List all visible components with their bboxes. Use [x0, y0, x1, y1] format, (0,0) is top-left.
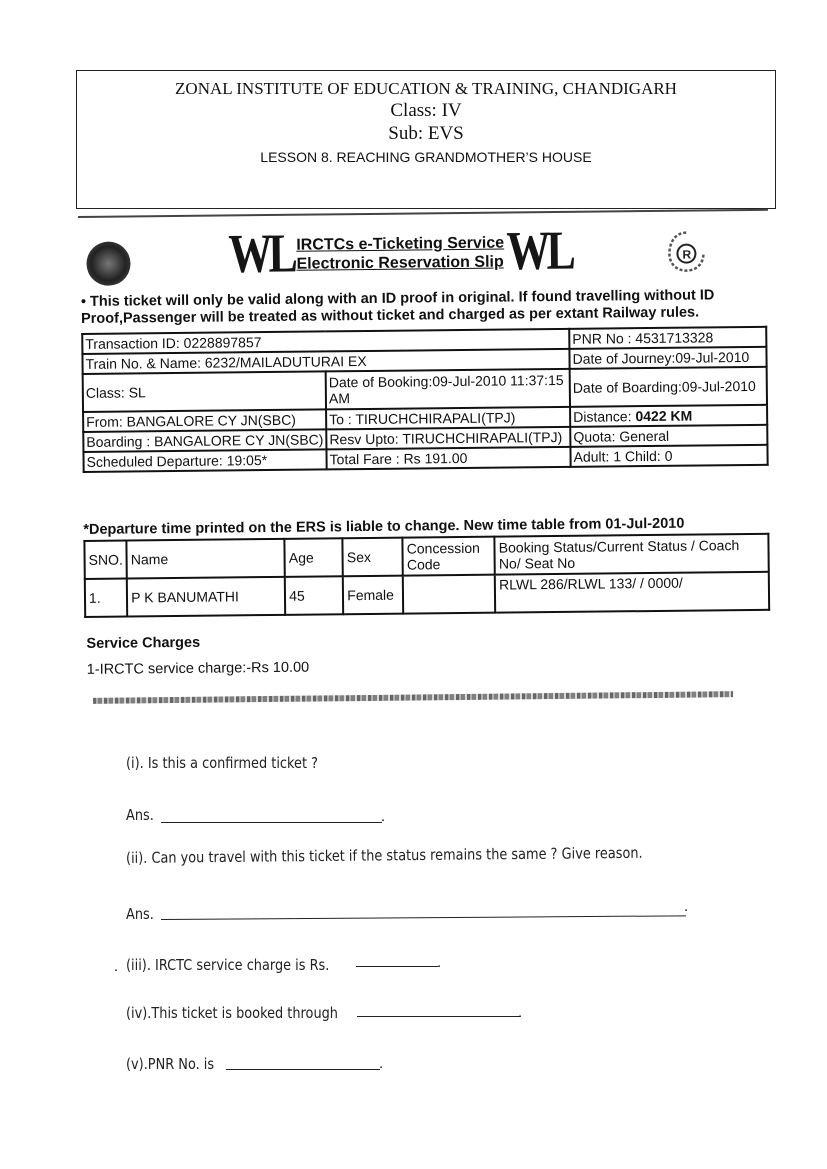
table-cell: P K BANUMATHI — [127, 577, 285, 617]
table-header-cell: Age — [285, 538, 343, 577]
departure-note: *Departure time printed on the ERS is liable to change. New time table from 01-Jul-2010 — [83, 515, 685, 538]
transaction-id: Transaction ID: 0228897857 — [82, 329, 569, 354]
question-bullet: . — [114, 958, 119, 975]
question-3: (iii). IRCTC service charge is Rs. — [126, 956, 330, 974]
table-header-cell: Concession Code — [403, 537, 495, 576]
slip-title: Electronic Reservation Slip — [296, 253, 504, 273]
table-cell — [403, 575, 495, 614]
header-box — [76, 70, 776, 209]
id-proof-notice: • This ticket will only be valid along with an ID proof in original. If found travelling without ID Proof,Passenger will be treated as without ticket and charged as per extant Railway rules. — [80, 287, 715, 327]
table-cell: RLWL 286/RLWL 133/ / 0000/ — [495, 572, 769, 613]
reservation-upto: Resv Upto: TIRUCHCHIRAPALI(TPJ) — [326, 427, 570, 450]
distance — [570, 405, 767, 427]
scan-noise-divider — [93, 691, 733, 704]
answer-blank-3[interactable] — [356, 966, 438, 967]
answer-label-2: Ans. — [126, 905, 154, 923]
table-cell: 45 — [285, 576, 343, 615]
table-header-cell: Booking Status/Current Status / Coach No/ Seat No — [495, 534, 769, 575]
travel-class: Class: SL — [83, 371, 326, 412]
ticket-scan — [78, 209, 773, 716]
answer-end-mark: . — [437, 954, 442, 971]
total-fare: Total Fare : Rs 191.00 — [327, 447, 571, 470]
table-cell: Female — [343, 576, 403, 615]
table-cell: 1. — [85, 579, 128, 617]
answer-end-mark: . — [518, 1004, 523, 1021]
table-header-cell: SNO. — [84, 541, 127, 579]
institute-name: ZONAL INSTITUTE OF EDUCATION & TRAINING, CHANDIGARH — [175, 79, 677, 98]
wl-stamp-right: WL — [506, 219, 573, 282]
service-charges-title: Service Charges — [86, 634, 201, 652]
answer-end-mark: . — [379, 1055, 384, 1072]
class-label: Class: IV — [390, 100, 462, 121]
service-title: IRCTCs e-Ticketing Service — [296, 234, 505, 254]
table-header-cell: Sex — [343, 538, 403, 577]
scan-top-rule — [78, 209, 768, 218]
distance-label: Distance: — [573, 408, 636, 425]
passenger-count: Adult: 1 Child: 0 — [570, 445, 767, 467]
subject-label: Sub: EVS — [388, 123, 464, 144]
quota: Quota: General — [570, 425, 767, 447]
pnr-number: PNR No : 4531713328 — [569, 327, 766, 349]
boarding-station: Boarding : BANGALORE CY JN(SBC) — [83, 429, 326, 452]
answer-blank-2[interactable] — [161, 915, 686, 920]
ticket-details-table — [81, 326, 768, 473]
date-of-booking: Date of Booking:09-Jul-2010 11:37:15 AM — [326, 369, 570, 410]
train-name: Train No. & Name: 6232/MAILADUTURAI EX — [82, 349, 569, 374]
lesson-title: LESSON 8. REACHING GRANDMOTHER’S HOUSE — [260, 149, 592, 165]
irctc-title — [296, 234, 504, 274]
scheduled-departure: Scheduled Departure: 19:05* — [83, 449, 326, 472]
wl-stamp-left: WL — [228, 222, 295, 285]
table-header-cell: Name — [127, 539, 285, 579]
question-5: (v).PNR No. is — [126, 1055, 215, 1073]
question-1: (i). Is this a confirmed ticket ? — [126, 754, 318, 772]
distance-value: 0422 KM — [635, 407, 693, 425]
answer-blank-5[interactable] — [226, 1069, 380, 1070]
service-charge-line: 1-IRCTC service charge:-Rs 10.00 — [86, 659, 310, 678]
from-station: From: BANGALORE CY JN(SBC) — [83, 409, 326, 432]
irctc-logo-icon — [666, 229, 706, 273]
answer-label-1: Ans. — [126, 806, 154, 824]
question-2: (ii). Can you travel with this ticket if the status remains the same ? Give reason. — [125, 843, 643, 867]
answer-blank-4[interactable] — [357, 1016, 520, 1017]
question-4: (iv).This ticket is booked through — [126, 1004, 338, 1022]
answer-end-mark: . — [381, 808, 386, 825]
date-of-journey: Date of Journey:09-Jul-2010 — [569, 347, 766, 369]
answer-blank-1[interactable] — [161, 822, 382, 823]
passenger-table — [83, 533, 770, 618]
svg-text:R: R — [682, 247, 692, 262]
answer-end-mark: . — [684, 898, 689, 915]
railway-emblem-icon — [86, 241, 130, 285]
date-of-boarding: Date of Boarding:09-Jul-2010 — [570, 367, 767, 407]
to-station: To : TIRUCHCHIRAPALI(TPJ) — [326, 407, 570, 430]
